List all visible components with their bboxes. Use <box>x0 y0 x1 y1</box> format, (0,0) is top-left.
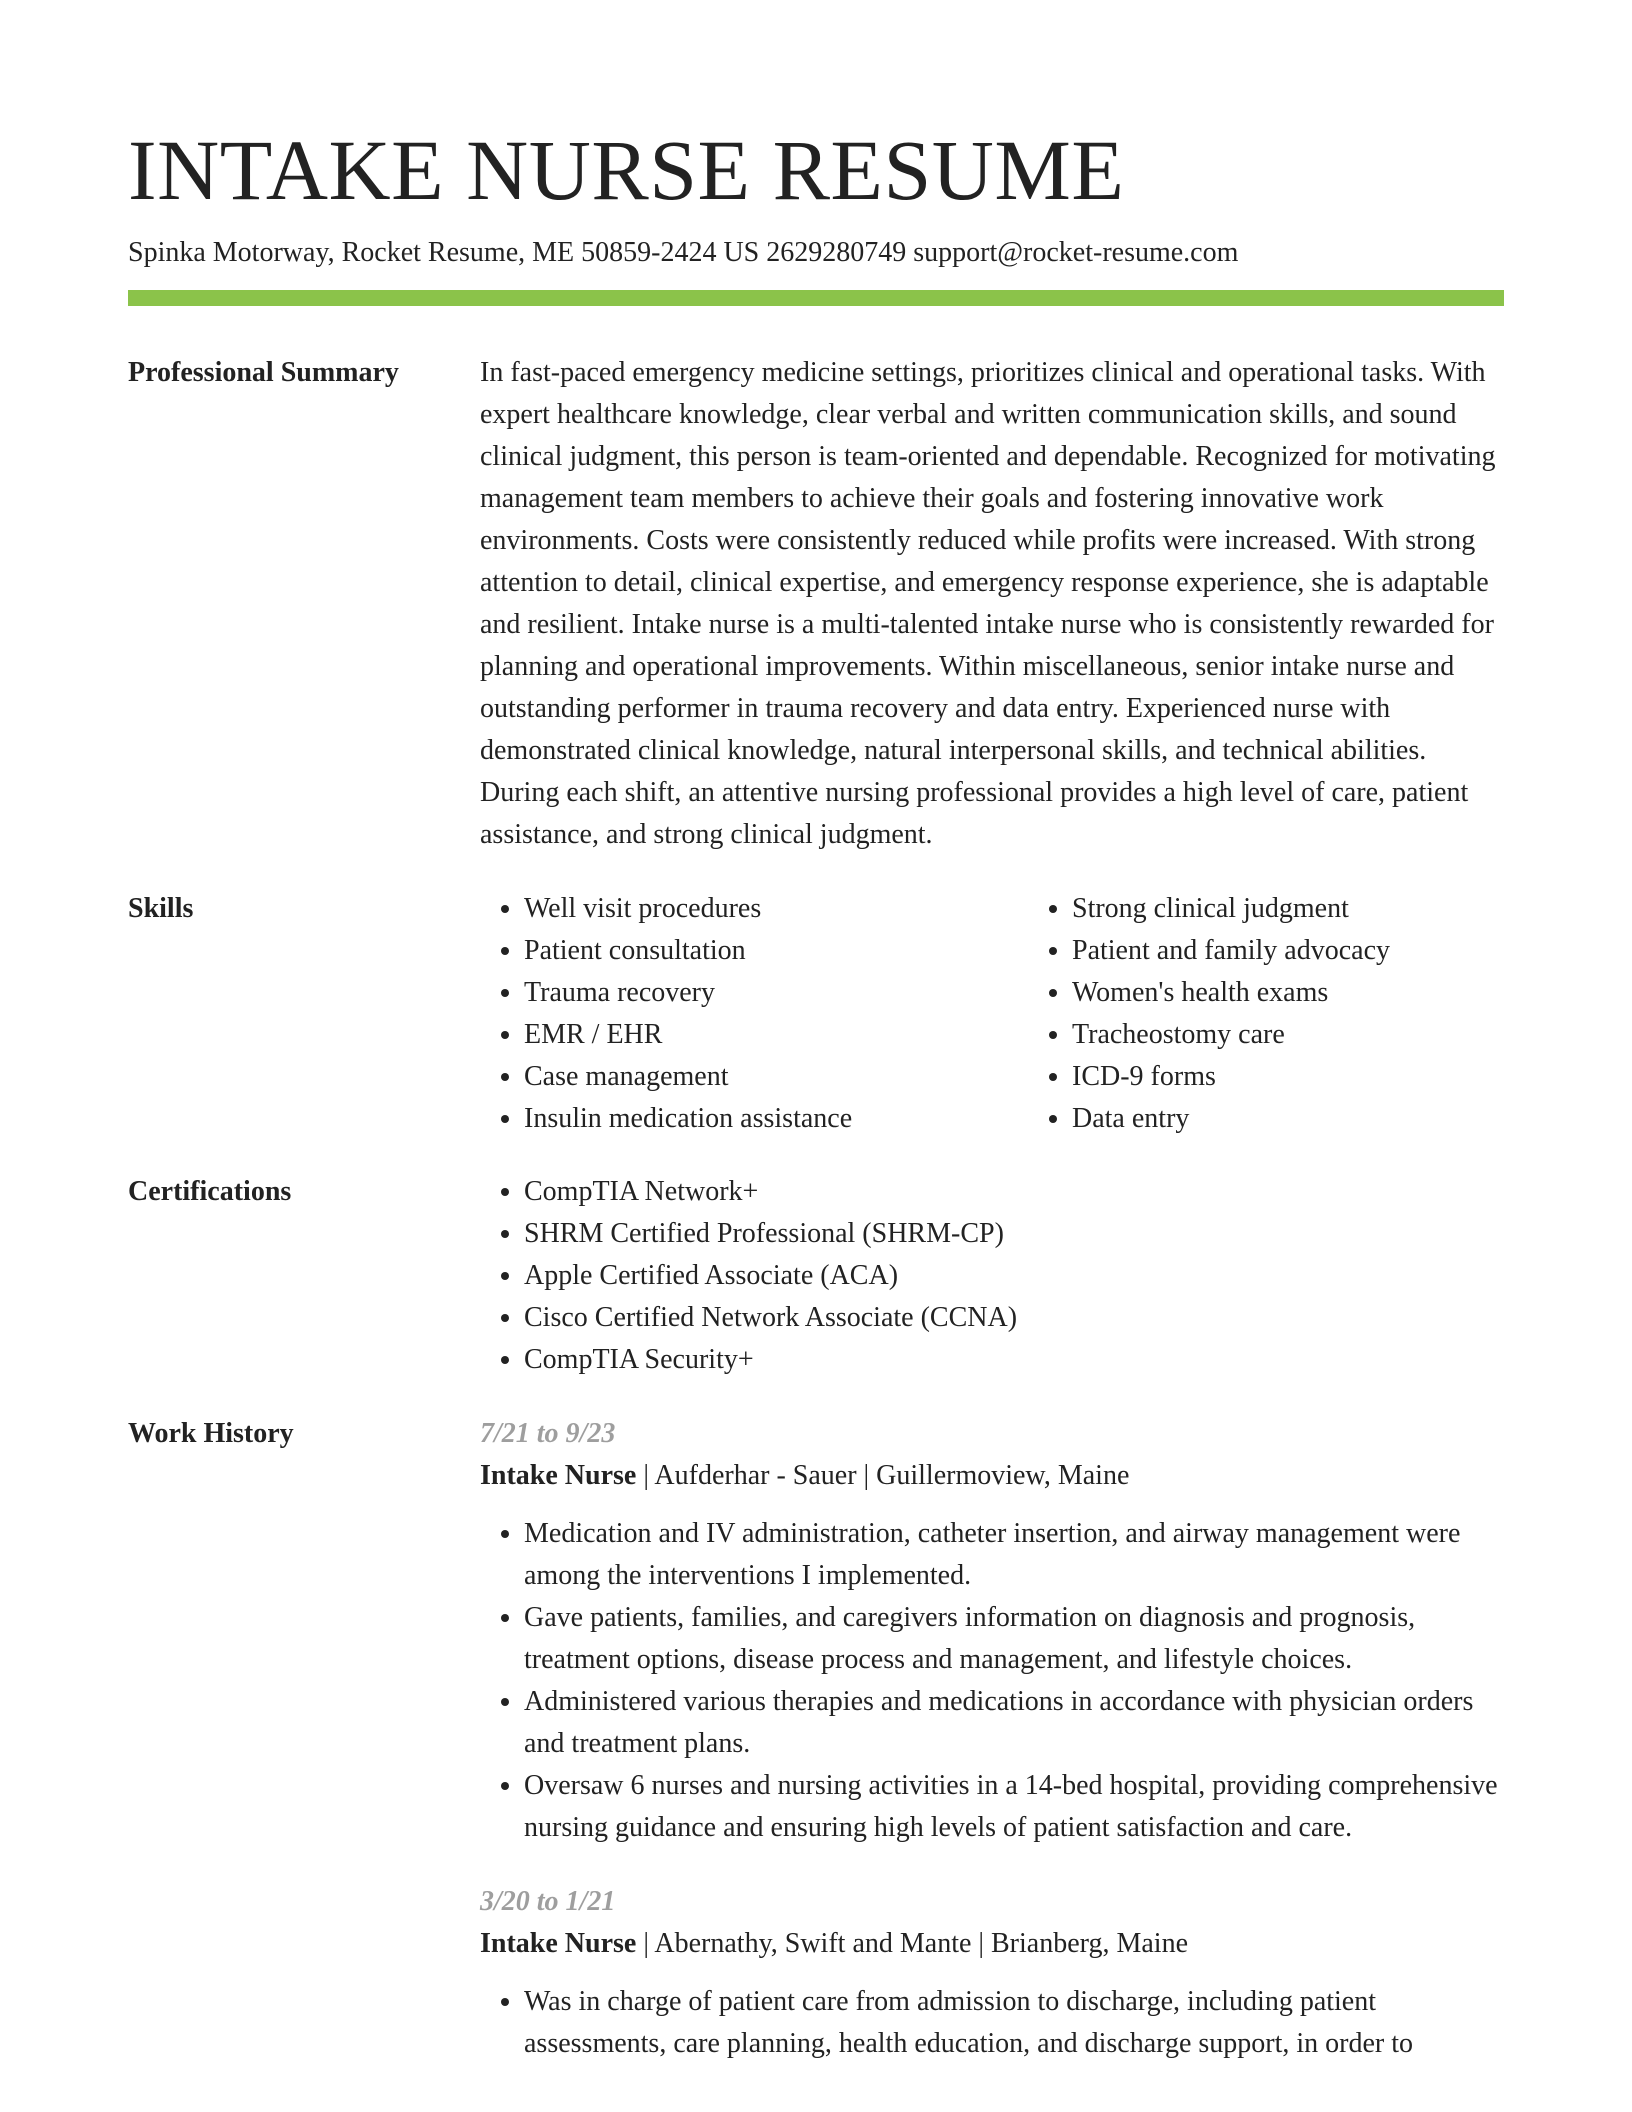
job-title: Intake Nurse <box>480 1460 637 1491</box>
section-work-history <box>128 1413 1504 2065</box>
skills-body <box>480 888 1576 1140</box>
section-professional-summary <box>128 352 1504 856</box>
job-bullet: • Was in charge of patient care from admission to discharge, including patient assessments, care planning, health education, and discharge support, in order to <box>524 1981 1504 2065</box>
skills-list-left <box>480 888 1028 1140</box>
resume-page <box>128 0 1504 2065</box>
job-bullet: • Administered various therapies and medications in accordance with physician orders and treatment plans. <box>524 1681 1504 1765</box>
skill-item: • Case management <box>524 1056 1028 1098</box>
section-label-skills: Skills <box>128 893 194 924</box>
job-entry <box>480 1881 1504 2065</box>
job-header <box>480 1923 1504 1965</box>
summary-text: In fast-paced emergency medicine settings, prioritizes clinical and operational tasks. With expert healthcare knowledge, clear verbal and written communication skills, and sound clinical judgment, this person is team-oriented and dependable. Recognized for motivating management team members to achieve their goals and fostering innovative work environments. Costs were consistently reduced while profits were increased. With strong attention to detail, clinical expertise, and emergency response experience, she is adaptable and resilient. Intake nurse is a multi-talented intake nurse who is consistently rewarded for planning and operational improvements. Within miscellaneous, senior intake nurse and outstanding performer in trauma recovery and data entry. Experienced nurse with demonstrated clinical knowledge, natural interpersonal skills, and technical abilities. During each shift, an attentive nursing professional provides a high level of care, patient assistance, and strong clinical judgment. <box>480 357 1496 850</box>
job-header <box>480 1455 1504 1497</box>
section-label-certifications: Certifications <box>128 1176 292 1207</box>
section-skills <box>128 888 1504 1140</box>
skill-item: • Women's health exams <box>1072 972 1576 1014</box>
section-label-work-history: Work History <box>128 1418 294 1449</box>
skills-columns <box>480 888 1576 1140</box>
skill-item: • Trauma recovery <box>524 972 1028 1014</box>
job-dates: 3/20 to 1/21 <box>480 1886 616 1917</box>
job-title: Intake Nurse <box>480 1928 637 1959</box>
skill-item: • EMR / EHR <box>524 1014 1028 1056</box>
job-details: | Abernathy, Swift and Mante | Brianberg, Maine <box>636 1928 1188 1959</box>
section-label-summary: Professional Summary <box>128 357 399 388</box>
skill-item: • Strong clinical judgment <box>1072 888 1576 930</box>
summary-body <box>480 352 1504 856</box>
job-bullets <box>480 1513 1504 1849</box>
skills-list-right <box>1028 888 1576 1140</box>
certifications-body <box>480 1171 1504 1381</box>
skill-item: • Patient consultation <box>524 930 1028 972</box>
skill-item: • Well visit procedures <box>524 888 1028 930</box>
contact-line: Spinka Motorway, Rocket Resume, ME 50859-2424 US 2629280749 support@rocket-resume.com <box>128 237 1239 268</box>
skill-item: • Tracheostomy care <box>1072 1014 1576 1056</box>
certification-item: • CompTIA Security+ <box>524 1339 1504 1381</box>
job-bullets <box>480 1981 1504 2065</box>
job-bullet: • Oversaw 6 nurses and nursing activities in a 14-bed hospital, providing comprehensive nursing guidance and ensuring high levels of patient satisfaction and care. <box>524 1765 1504 1849</box>
section-certifications <box>128 1171 1504 1381</box>
resume-title: INTAKE NURSE RESUME <box>128 122 1125 218</box>
job-details: | Aufderhar - Sauer | Guillermoview, Maine <box>636 1460 1130 1491</box>
job-bullet: • Medication and IV administration, catheter insertion, and airway management were among the interventions I implemented. <box>524 1513 1504 1597</box>
job-entry <box>480 1413 1504 1849</box>
certification-item: • CompTIA Network+ <box>524 1171 1504 1213</box>
header-divider <box>128 290 1504 306</box>
skill-item: • Insulin medication assistance <box>524 1098 1028 1140</box>
job-bullet: • Gave patients, families, and caregivers information on diagnosis and prognosis, treatment options, disease process and management, and lifestyle choices. <box>524 1597 1504 1681</box>
work-history-body <box>480 1413 1504 2065</box>
certification-item: • Apple Certified Associate (ACA) <box>524 1255 1504 1297</box>
job-dates: 7/21 to 9/23 <box>480 1418 616 1449</box>
skill-item: • Data entry <box>1072 1098 1576 1140</box>
skill-item: • ICD-9 forms <box>1072 1056 1576 1098</box>
skill-item: • Patient and family advocacy <box>1072 930 1576 972</box>
certification-item: • SHRM Certified Professional (SHRM-CP) <box>524 1213 1504 1255</box>
certifications-list <box>480 1171 1504 1381</box>
certification-item: • Cisco Certified Network Associate (CCNA) <box>524 1297 1504 1339</box>
